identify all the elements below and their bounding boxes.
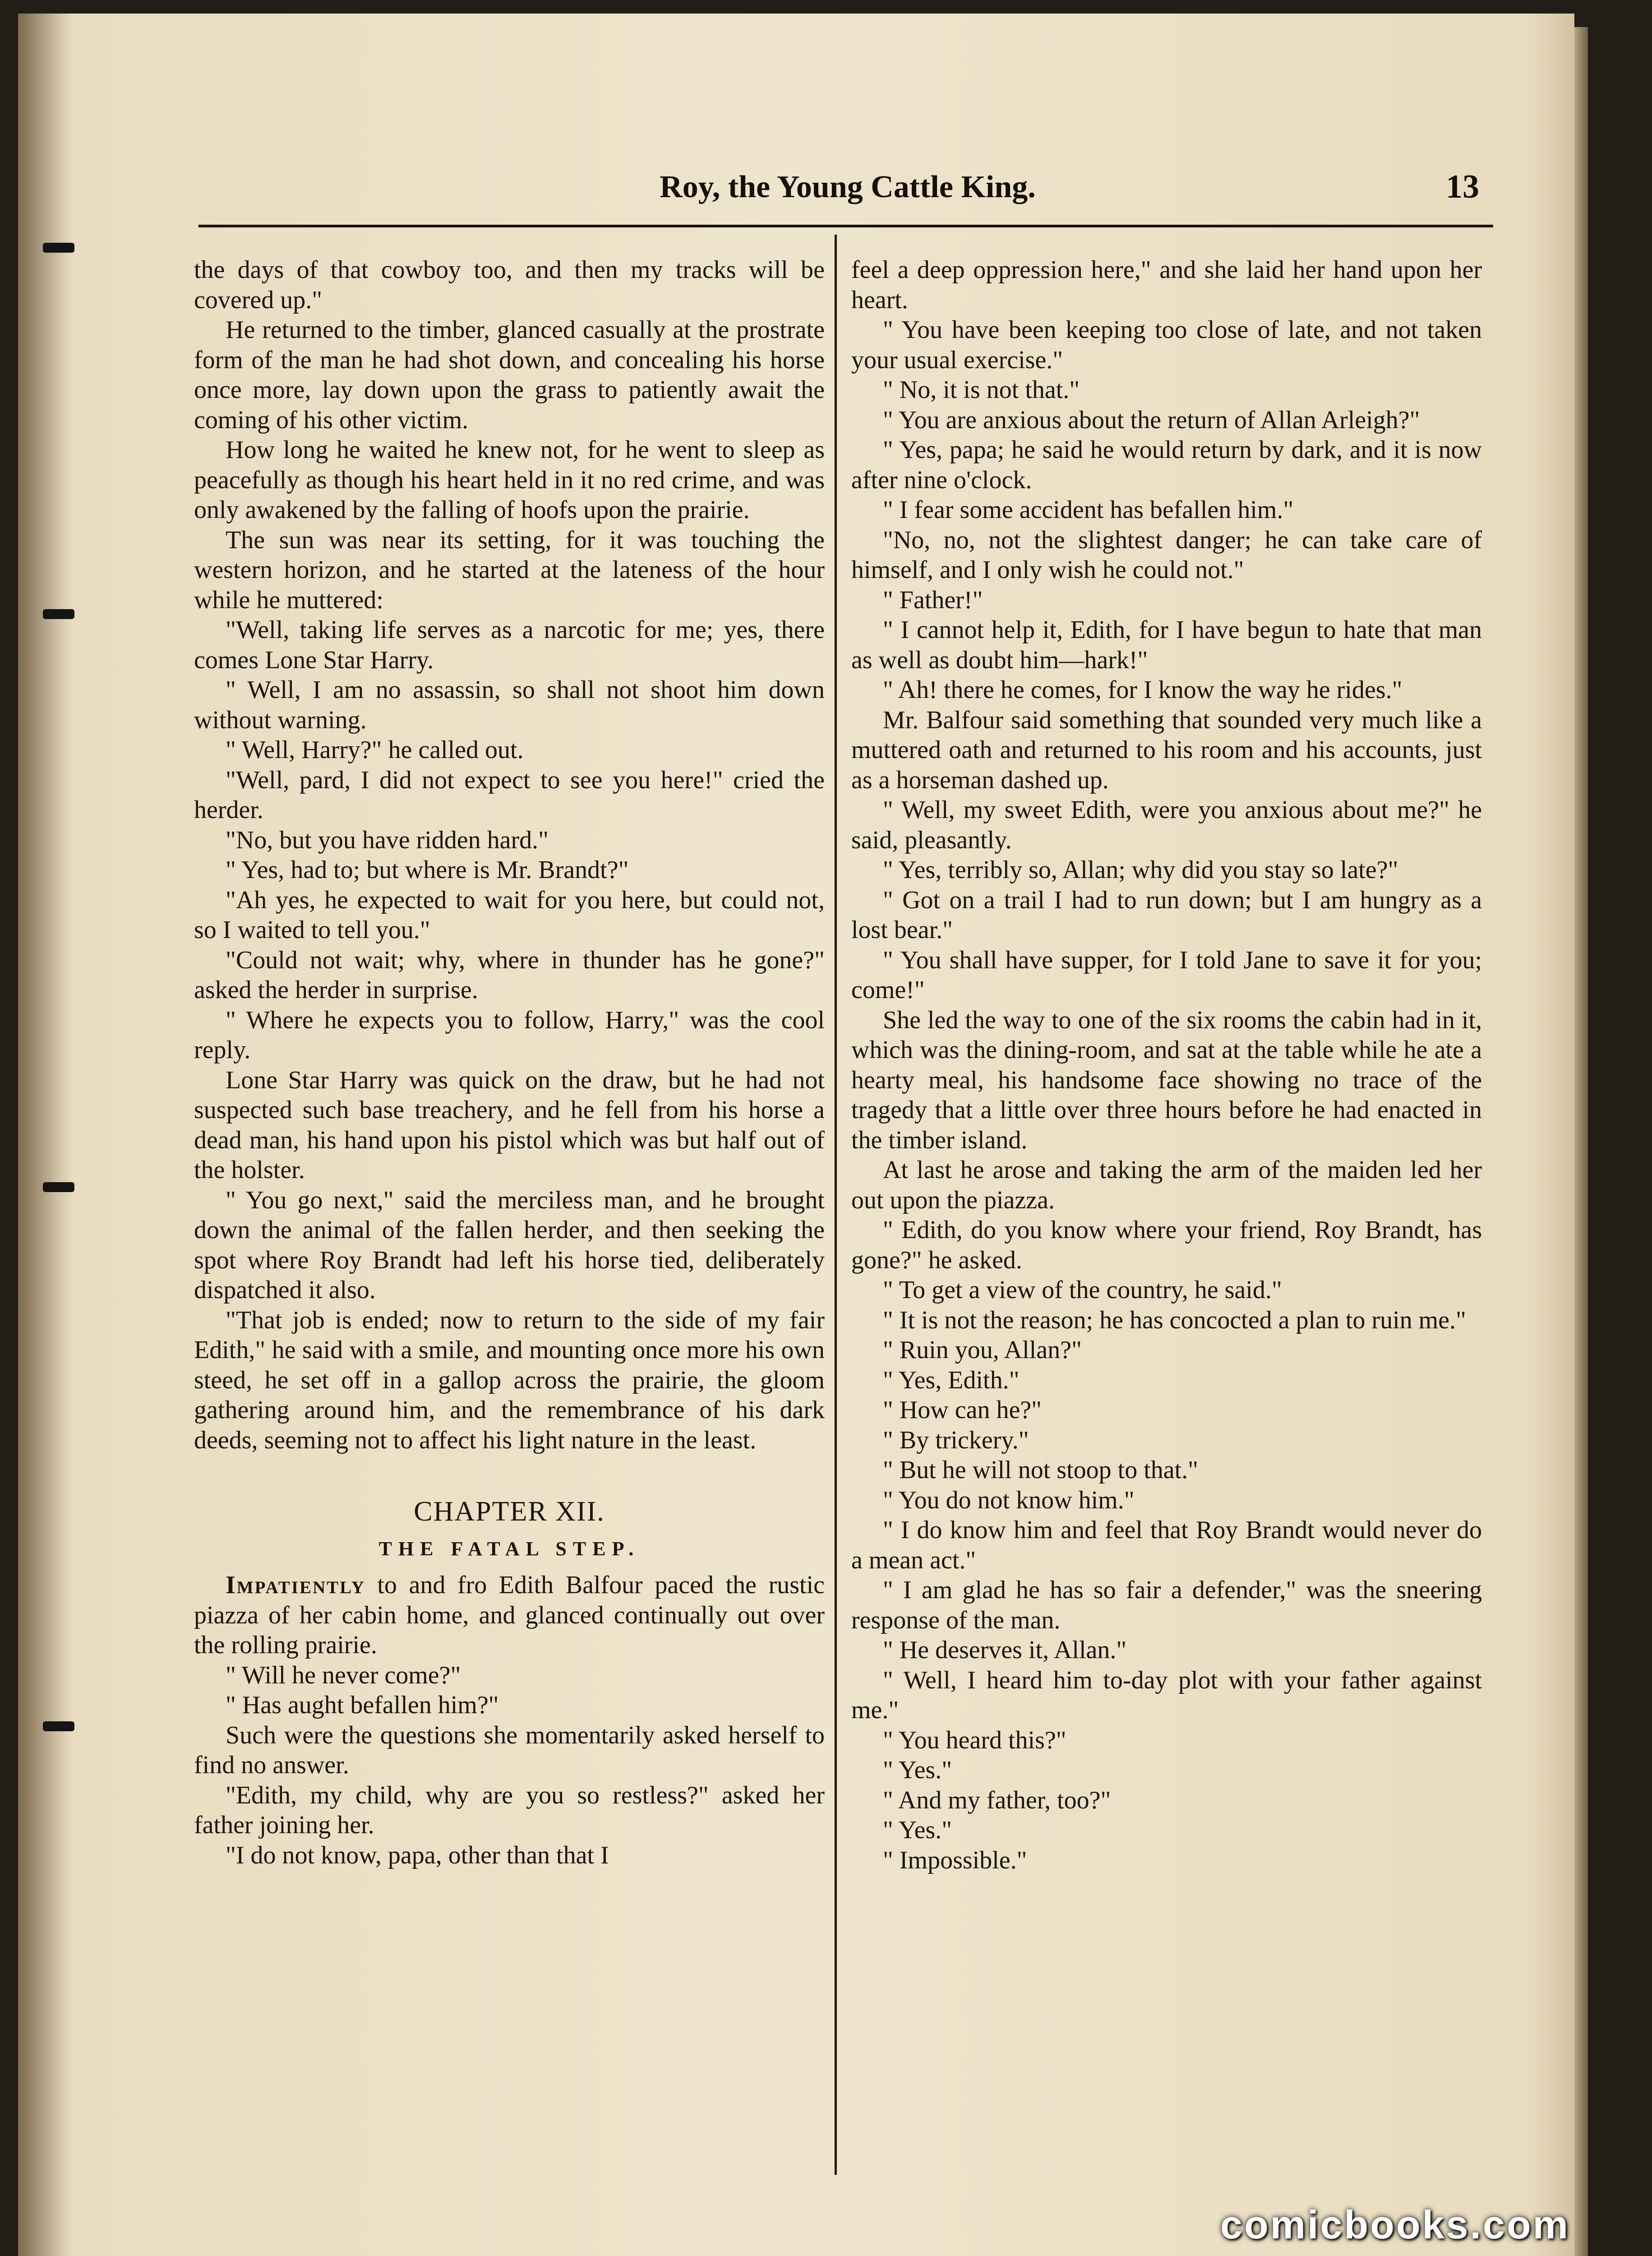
paragraph: feel a deep oppression here," and she laid her hand upon her heart. (851, 256, 1482, 314)
header-rule (198, 225, 1493, 227)
running-title: Roy, the Young Cattle King. (660, 170, 1036, 204)
paragraph: She led the way to one of the six rooms the cabin had in it, which was the dining-room, and sat at the table while he ate a hearty meal, his handsome face showing no trace of the tragedy that a little over three hours before he had enacted in the timber island. (851, 1006, 1482, 1154)
paragraph: "No, no, not the slightest danger; he can take care of himself, and I only wish he could not." (851, 526, 1482, 584)
paragraph: " No, it is not that." (883, 376, 1080, 404)
paragraph: Lone Star Harry was quick on the draw, but he had not suspected such base treachery, and he fell from his horse a dead man, his hand upon his pistol which was but half out of the holster. (194, 1066, 825, 1184)
paragraph: " Ruin you, Allan?" (883, 1336, 1082, 1364)
binding-tab (43, 1721, 74, 1731)
paragraph: " Well, I heard him to-day plot with your father against me." (851, 1666, 1482, 1724)
paragraph: At last he arose and taking the arm of the maiden led her out upon the piazza. (851, 1156, 1482, 1214)
paragraph: "Well, pard, I did not expect to see you here!" cried the herder. (194, 766, 825, 824)
paragraph: " Well, Harry?" he called out. (226, 736, 524, 764)
paragraph: " It is not the reason; he has concocted a plan to ruin me." (883, 1306, 1466, 1334)
paragraph: " You shall have supper, for I told Jane to save it for you; come!" (851, 946, 1482, 1004)
opening-word: Impatiently (226, 1571, 365, 1599)
paragraph: " To get a view of the country, he said." (883, 1276, 1282, 1304)
paragraph: " He deserves it, Allan." (883, 1636, 1127, 1664)
paragraph: "That job is ended; now to return to the side of my fair Edith," he said with a smile, and mounting once more his own steed, he set off in a gallop across the prairie, the gloom gathering around him, and the remembrance of his dark deeds, seeming not to affect his light nature in the least. (194, 1306, 825, 1454)
watermark: comicbooks.com (1220, 2202, 1570, 2247)
paragraph: How long he waited he knew not, for he went to sleep as peacefully as though his heart held in it no red crime, and was only awakened by the falling of hoofs upon the prairie. (194, 436, 825, 524)
paragraph: "Could not wait; why, where in thunder has he gone?" asked the herder in surprise. (194, 946, 825, 1004)
paragraph: " Has aught befallen him?" (226, 1691, 499, 1719)
page-edge (1574, 27, 1588, 2256)
chapter-title: CHAPTER XII. (414, 1496, 605, 1527)
paragraph: "Well, taking life serves as a narcotic for me; yes, there comes Lone Star Harry. (194, 616, 825, 674)
paragraph: the days of that cowboy too, and then my tracks will be covered up." (194, 256, 825, 314)
paragraph: " Well, I am no assassin, so shall not shoot him down without warning. (194, 676, 825, 734)
paragraph: " Yes, Edith." (883, 1366, 1020, 1394)
opening-text: to and fro Edith Balfour paced the rustic piazza of her cabin home, and glanced continually out over the rolling prairie. (194, 1571, 825, 1659)
paragraph: "No, but you have ridden hard." (226, 826, 549, 854)
paragraph: " Yes." (883, 1756, 952, 1784)
paragraph: " Got on a trail I had to run down; but I am hungry as a lost bear." (851, 886, 1482, 944)
paragraph: " You have been keeping too close of late, and not taken your usual exercise." (851, 316, 1482, 374)
binding-tab (43, 609, 74, 619)
paragraph: " You do not know him." (883, 1486, 1135, 1514)
paragraph: " I cannot help it, Edith, for I have begun to hate that man as well as doubt him—hark!" (851, 616, 1482, 674)
paragraph: " I am glad he has so fair a defender," was the sneering response of the man. (851, 1576, 1482, 1634)
column-divider (835, 235, 837, 2175)
paragraph: "I do not know, papa, other than that I (226, 1841, 609, 1869)
paragraph: " How can he?" (883, 1396, 1042, 1424)
paragraph: "Edith, my child, why are you so restless?" asked her father joining her. (194, 1781, 825, 1839)
paragraph: " You are anxious about the return of Allan Arleigh?" (883, 406, 1420, 434)
paragraph: " Will he never come?" (226, 1661, 461, 1689)
paragraph: " Yes, terribly so, Allan; why did you stay so late?" (883, 856, 1398, 884)
paragraph: " Ah! there he comes, for I know the way he rides." (883, 676, 1403, 704)
paragraph: " And my father, too?" (883, 1786, 1111, 1814)
paragraph: He returned to the timber, glanced casually at the prostrate form of the man he had shot down, and concealing his horse once more, lay down upon the grass to patiently await the coming of his other victim. (194, 316, 825, 434)
paragraph: " I fear some accident has befallen him." (883, 496, 1294, 524)
spine-shadow (18, 14, 72, 2256)
paragraph: " Father!" (883, 586, 983, 614)
paragraph: " You heard this?" (883, 1726, 1066, 1754)
paragraph: " Yes, had to; but where is Mr. Brandt?" (226, 856, 629, 884)
page-number: 13 (1446, 168, 1479, 205)
paragraph: " Well, my sweet Edith, were you anxious about me?" he said, pleasantly. (851, 796, 1482, 854)
left-column (194, 255, 825, 1870)
paragraph: " Where he expects you to follow, Harry," was the cool reply. (194, 1006, 825, 1064)
right-column (851, 255, 1482, 1875)
paragraph: Mr. Balfour said something that sounded very much like a muttered oath and returned to his room and his accounts, just as a horseman dashed up. (851, 706, 1482, 794)
chapter-opening-paragraph (194, 1570, 825, 1660)
paragraph: " By trickery." (883, 1426, 1029, 1454)
binding-tab (43, 243, 74, 253)
paragraph: The sun was near its setting, for it was touching the western horizon, and he started at the lateness of the hour while he muttered: (194, 526, 825, 614)
paragraph: " Yes, papa; he said he would return by dark, and it is now after nine o'clock. (851, 436, 1482, 494)
chapter-subtitle: THE FATAL STEP. (378, 1537, 640, 1560)
paragraph: " You go next," said the merciless man, and he brought down the animal of the fallen herder, and then seeking the spot where Roy Brandt had left his horse tied, deliberately dispatched it also. (194, 1186, 825, 1304)
paragraph: "Ah yes, he expected to wait for you here, but could not, so I waited to tell you." (194, 886, 825, 944)
paragraph: " I do know him and feel that Roy Brandt would never do a mean act." (851, 1516, 1482, 1574)
paragraph: " Yes." (883, 1816, 952, 1844)
paragraph: " But he will not stoop to that." (883, 1456, 1199, 1484)
paragraph: " Impossible." (883, 1846, 1027, 1874)
paragraph: " Edith, do you know where your friend, Roy Brandt, has gone?" he asked. (851, 1216, 1482, 1274)
binding-tab (43, 1182, 74, 1192)
paragraph: Such were the questions she momentarily asked herself to find no answer. (194, 1721, 825, 1779)
